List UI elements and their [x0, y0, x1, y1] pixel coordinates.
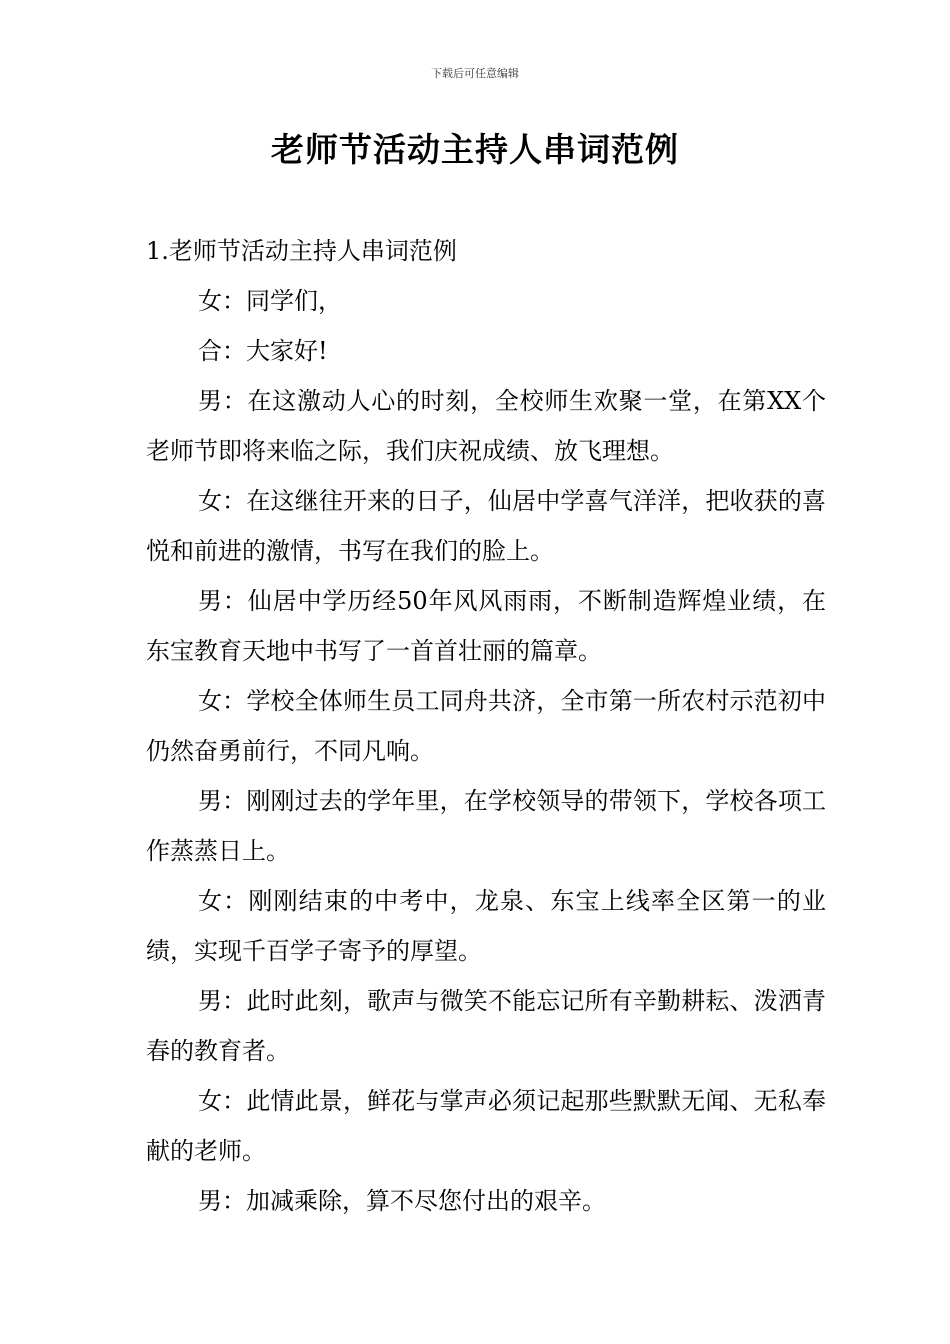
paragraph: 女：在这继往开来的日子，仙居中学喜气洋洋，把收获的喜悦和前进的激情，书写在我们的脸上。	[146, 487, 826, 565]
document-title: 老师节活动主持人串词范例	[271, 130, 679, 169]
paragraph: 女：此情此景，鲜花与掌声必须记起那些默默无闻、无私奉献的老师。	[146, 1087, 826, 1165]
paragraph: 男：在这激动人心的时刻，全校师生欢聚一堂，在第XX个老师节即将来临之际，我们庆祝成绩、放飞理想。	[146, 387, 826, 465]
paragraph: 合：大家好!	[198, 337, 328, 365]
paragraph: 男：加减乘除，算不尽您付出的艰辛。	[198, 1187, 606, 1215]
header-note: 下载后可任意编辑	[431, 67, 519, 80]
paragraph: 男：刚刚过去的学年里，在学校领导的带领下，学校各项工作蒸蒸日上。	[146, 787, 826, 865]
document-body	[146, 226, 826, 1226]
paragraph: 女：刚刚结束的中考中，龙泉、东宝上线率全区第一的业绩，实现千百学子寄予的厚望。	[146, 887, 826, 965]
paragraph: 女：学校全体师生员工同舟共济，全市第一所农村示范初中仍然奋勇前行，不同凡响。	[146, 687, 826, 765]
section-heading: 1.老师节活动主持人串词范例	[146, 237, 457, 265]
paragraph: 男：仙居中学历经50年风风雨雨，不断制造辉煌业绩，在东宝教育天地中书写了一首首壮丽的篇章。	[146, 587, 826, 665]
paragraph: 女：同学们，	[198, 287, 342, 315]
paragraph: 男：此时此刻，歌声与微笑不能忘记所有辛勤耕耘、泼洒青春的教育者。	[146, 987, 826, 1065]
